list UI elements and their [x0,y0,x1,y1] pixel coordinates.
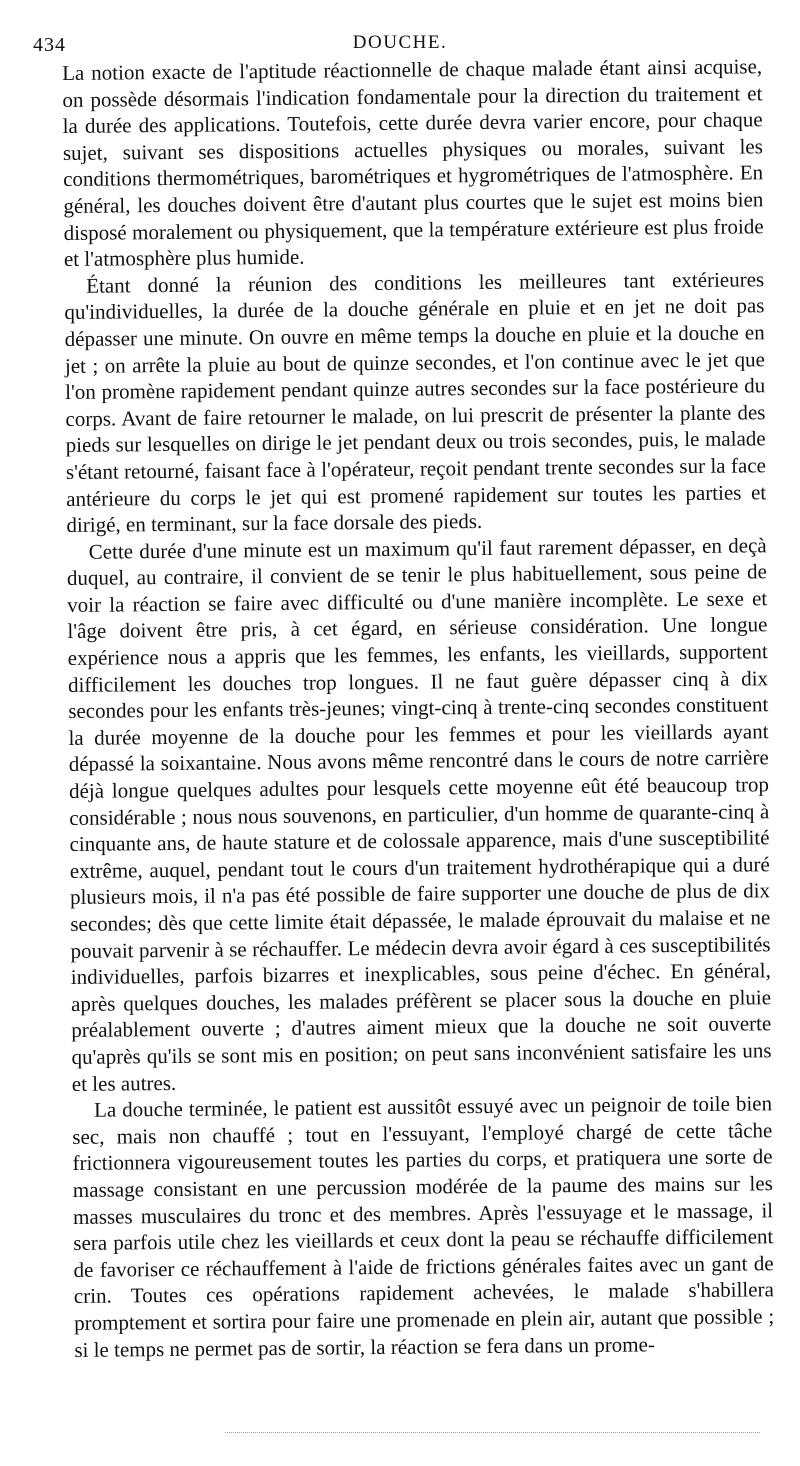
running-title: DOUCHE. [352,32,448,53]
paragraph-3: Cette durée d'une minute est un maximum qu'il faut rarement dépasser, en deçà duquel, au contraire, il convient de se tenir le plus habituellement, sous peine de voir la réaction se faire avec difficulté ou d'une manière incomplète. Le sexe et l'âge doivent être pris, à cet égard, en sérieuse considération. Une longue expérience nous a appris que les femmes, les enfants, les vieillards, supportent difficilement les douches trop longues. Il ne faut guère dépasser cinq à dix secondes pour les enfants très-jeunes; vingt-cinq à trente-cinq secondes constituent la durée moyenne de la douche pour les femmes et pour les vieillards ayant dépassé la soixantaine. Nous avons même rencontré dans le cours de notre carrière déjà longue quelques adultes pour lesquels cette moyenne eût été beaucoup trop considérable ; nous nous souvenons, en particulier, d'un homme de quarante-cinq à cinquante ans, de haute stature et de colossale apparence, mais d'une susceptibilité extrême, auquel, pendant tout le cours d'un traitement hydrothérapique qui a duré plusieurs mois, il n'a pas été possible de faire supporter une douche de plus de dix secondes; dès que cette limite était dépassée, le malade éprouvait du malaise et ne pouvait parvenir à se réchauffer. Le médecin devra avoir égard à ces susceptibilités individuelles, parfois bizarres et inexplicables, sous peine d'échec. En général, après quelques douches, les malades préfèrent se placer sous la douche en pluie préalablement ouverte ; d'autres aiment mieux que la douche ne soit ouverte qu'après qu'ils se sont mis en position; on peut sans inconvénient satisfaire les uns et les autres. [66,532,772,1096]
paragraph-1: La notion exacte de l'aptitude réactionnelle de chaque malade étant ainsi acquise, on possède désormais l'indication fondamentale pour la direction du traitement et la durée des applications. Toutefois, cette durée devra varier encore, pour chaque sujet, suivant ses dispositions actuelles physiques ou morales, suivant les conditions thermométriques, barométriques et hygrométriques de l'atmosphère. En général, les douches doivent être d'autant plus courtes que le sujet est moins bien disposé moralement ou physiquement, que la température extérieure est plus froide et l'atmosphère plus humide. [62,54,764,272]
running-head [0,30,800,56]
paragraph-2: Étant donné la réunion des conditions les meilleures tant extérieures qu'individuelles, la durée de la douche générale en pluie et en jet ne doit pas dépasser une minute. On ouvre en même temps la douche en pluie et la douche en jet ; on arrête la pluie au bout de quinze secondes, et l'on continue avec le jet que l'on promène rapidement pendant quinze autres secondes sur la face postérieure du corps. Avant de faire retourner le malade, on lui prescrit de présenter la plante des pieds sur lesquelles on dirige le jet pendant deux ou trois secondes, puis, le malade s'étant retourné, faisant face à l'opérateur, reçoit pendant trente secondes sur la face antérieure du corps le jet qui est promené rapidement sur toutes les parties et dirigé, en terminant, sur la face dorsale des pieds. [64,267,767,538]
body-text [62,53,774,1363]
page-number: 434 [33,34,66,56]
paragraph-4: La douche terminée, le patient est aussitôt essuyé avec un peignoir de toile bien sec, mais non chauffé ; tout en l'essuyant, l'employé chargé de cette tâche frictionnera vigoureusement toutes les parties du corps, et pratiquera une sorte de massage consistant en une percussion modérée de la paume des mains sur les masses musculaires du tronc et des membres. Après l'essuyage et le massage, il sera parfois utile chez les vieillards et ceux dont la peau se réchauffe difficilement de favoriser ce réchauffement à l'aide de frictions générales faites avec un gant de crin. Toutes ces opérations rapidement achevées, le malade s'habillera promptement et sortira pour faire une promenade en plein air, autant que possible ; si le temps ne permet pas de sortir, la réaction se fera dans un prome- [72,1091,775,1362]
footer-rule [225,1432,760,1435]
